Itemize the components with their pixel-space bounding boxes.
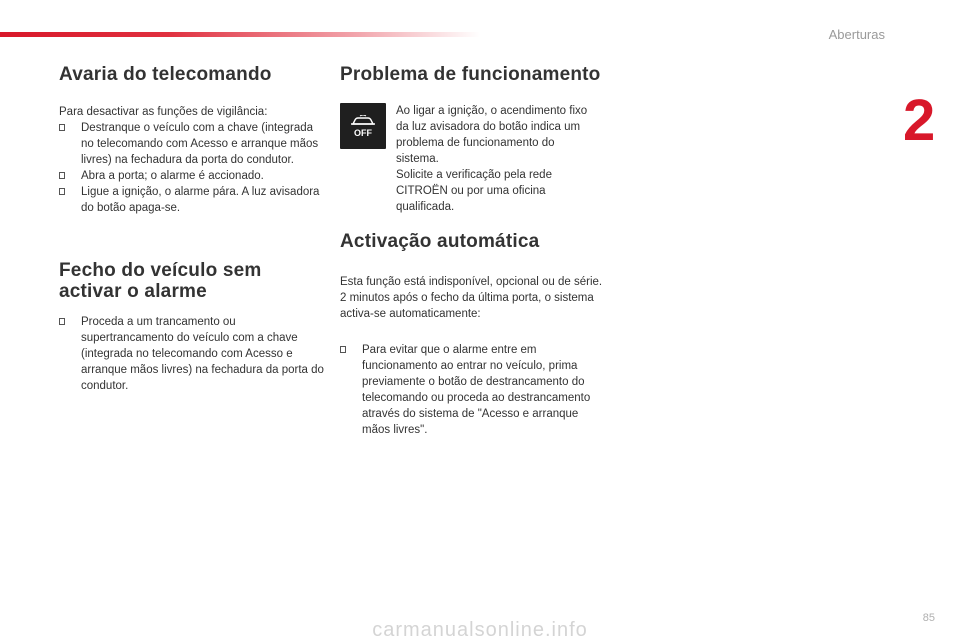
auto-activation-title: Activação automática [340,231,540,252]
malfunction-content [340,103,610,215]
lock-without-alarm-section [59,260,324,394]
chapter-number: 2 [903,88,936,153]
auto-activation-list [340,342,596,438]
malfunction-text: Ao ligar a ignição, o acendimento fixo da luz avisadora do botão indica um problema de funcionamento do sistema. [396,105,588,165]
lock-without-alarm-title: Fecho do veículo sem activar o alarme [59,260,262,302]
malfunction-section [340,64,610,215]
malfunction-title: Problema de funcionamento [340,64,601,85]
list-item: Destranque o veículo com a chave (integrada no telecomando com Acesso e arranque mãos livres) na fechadura da porta do condutor. [59,120,324,168]
remote-failure-section [59,64,324,216]
left-column [59,64,324,394]
car-alarm-icon [350,115,376,127]
remote-failure-title: Avaria do telecomando [59,64,272,85]
lock-without-alarm-list [59,314,324,394]
section-label: Aberturas [828,27,885,42]
auto-activation-section [340,231,610,438]
list-item: Proceda a um trancamento ou supertrancamento do veículo com a chave (integrada no telecomando com Acesso e arranque mãos livres) na fechadura da porta do condutor. [59,314,324,394]
alarm-off-warning-icon [340,103,386,149]
auto-activation-text: Esta função está indisponível, opcional ou de série. [340,276,603,288]
malfunction-text-2: Solicite a verificação pela rede CITROËN ou por uma oficina qualificada. [396,169,552,213]
list-item: Para evitar que o alarme entre em funcionamento ao entrar no veículo, prima previamente o botão de destrancamento do telecomando ou proceda ao destrancamento através do sistema de "Acesso e arranque mãos livres". [340,342,596,438]
list-item: Ligue a ignição, o alarme pára. A luz avisadora do botão apaga-se. [59,184,324,216]
remote-failure-intro: Para desactivar as funções de vigilância: [59,106,268,118]
checkbox-bullet-icon [59,172,65,179]
auto-activation-text-2: 2 minutos após o fecho da última porta, o sistema activa-se automaticamente: [340,292,594,320]
list-item: Abra a porta; o alarme é accionado. [59,168,324,184]
right-column [340,64,610,438]
header-accent-bar [0,32,480,37]
checkbox-bullet-icon [59,318,65,325]
watermark: carmanualsonline.info [372,619,588,641]
off-label: OFF [354,127,372,138]
checkbox-bullet-icon [340,346,346,353]
checkbox-bullet-icon [59,124,65,131]
remote-failure-list [59,120,324,216]
page-number: 85 [922,612,935,624]
checkbox-bullet-icon [59,188,65,195]
